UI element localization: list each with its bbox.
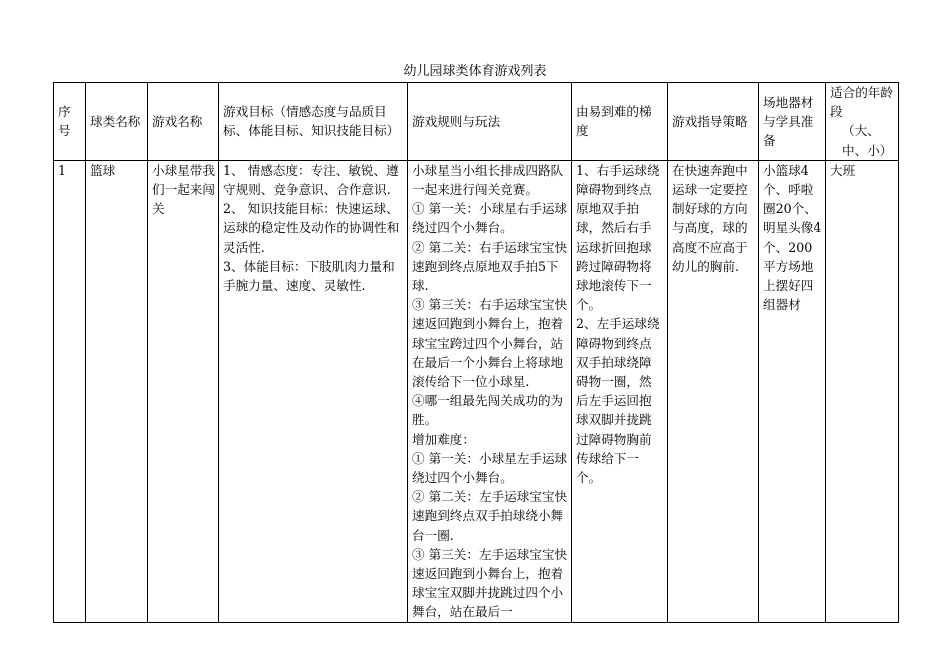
gradient-item: 1、右手运球绕障碍物到终点原地双手拍球，然后右手运球折回抱球跨过障碍物将球地滚传下一个。: [576, 162, 660, 313]
rule-item: 增加难度：: [412, 431, 475, 447]
rule-item: ② 第二关：右手运球宝宝快速跑到终点原地双手拍5下球.: [412, 239, 568, 294]
table-header-row: [54, 83, 899, 161]
goal-item: 3、体能目标：下肢肌肉力量和手腕力量、速度、灵敏性.: [223, 258, 395, 294]
cell-seq: 1: [54, 160, 86, 622]
header-age-line1: 适合的年龄段: [830, 85, 893, 120]
header-age: [826, 83, 899, 161]
header-age-line2: （大、中、小）: [842, 123, 893, 158]
header-rules: 游戏规则与玩法: [408, 83, 572, 161]
rule-item: 小球星当小组长排成四路队一起来进行闯关竞赛。: [412, 162, 564, 198]
header-equipment: 场地器材与学具准备: [759, 83, 826, 161]
header-ball-name: 球类名称: [86, 83, 148, 161]
header-guidance: 游戏指导策略: [668, 83, 759, 161]
header-goals: 游戏目标（情感态度与品质目标、体能目标、知识技能目标）: [219, 83, 408, 161]
cell-guidance: 在快速奔跑中运球一定要控制好球的方向与高度，球的高度不应高于幼儿的胸前.: [668, 160, 759, 622]
header-game-name: 游戏名称: [148, 83, 219, 161]
header-gradient: 由易到难的梯度: [572, 83, 668, 161]
rule-item: ① 第一关：小球星右手运球绕过四个小舞台。: [412, 201, 568, 236]
header-seq: 序号: [54, 83, 86, 161]
cell-age: 大班: [826, 160, 899, 622]
cell-ball-name: 篮球: [86, 160, 148, 622]
rule-item: ③ 第三关：右手运球宝宝快速返回跑到小舞台上，抱着球宝宝跨过四个小舞台，站在最后一个小舞台上将球地滚传给下一位小球星.: [412, 297, 568, 390]
cell-rules: [408, 160, 572, 622]
document-title: 幼儿园球类体育游戏列表: [403, 64, 547, 79]
rule-item: ④哪一组最先闯关成功的为胜。: [412, 393, 564, 428]
goal-item: 1、 情感态度：专注、敏锐、遵守规则、竞争意识、合作意识.: [223, 162, 399, 198]
goal-item: 2、 知识技能目标：快速运球、运球的稳定性及动作的协调性和灵活性.: [223, 201, 400, 255]
rule-item: ③ 第三关：左手运球宝宝快速返回跑到小舞台上，抱着球宝宝双脚并拢跳过四个小舞台，站在最后一: [412, 546, 568, 620]
games-table: [53, 82, 899, 623]
table-row: [54, 160, 899, 622]
cell-game-name: 小球星带我们一起来闯关: [148, 160, 219, 622]
cell-goals: [219, 160, 408, 622]
cell-gradient: [572, 160, 668, 622]
rule-item: ① 第一关：小球星左手运球绕过四个小舞台。: [412, 450, 568, 486]
gradient-item: 2、左手运球绕障碍物到终点双手拍球绕障碍物一圈，然后左手运回抱球双脚并拢跳过障碍物胸前传球给下一个。: [576, 316, 660, 486]
rule-item: ② 第二关：左手运球宝宝快速跑到终点双手拍球绕小舞台一圈.: [412, 489, 568, 543]
cell-equipment: 小篮球4个、呼啦圈20个、明星头像4个、200平方场地上摆好四组器材: [759, 160, 826, 622]
